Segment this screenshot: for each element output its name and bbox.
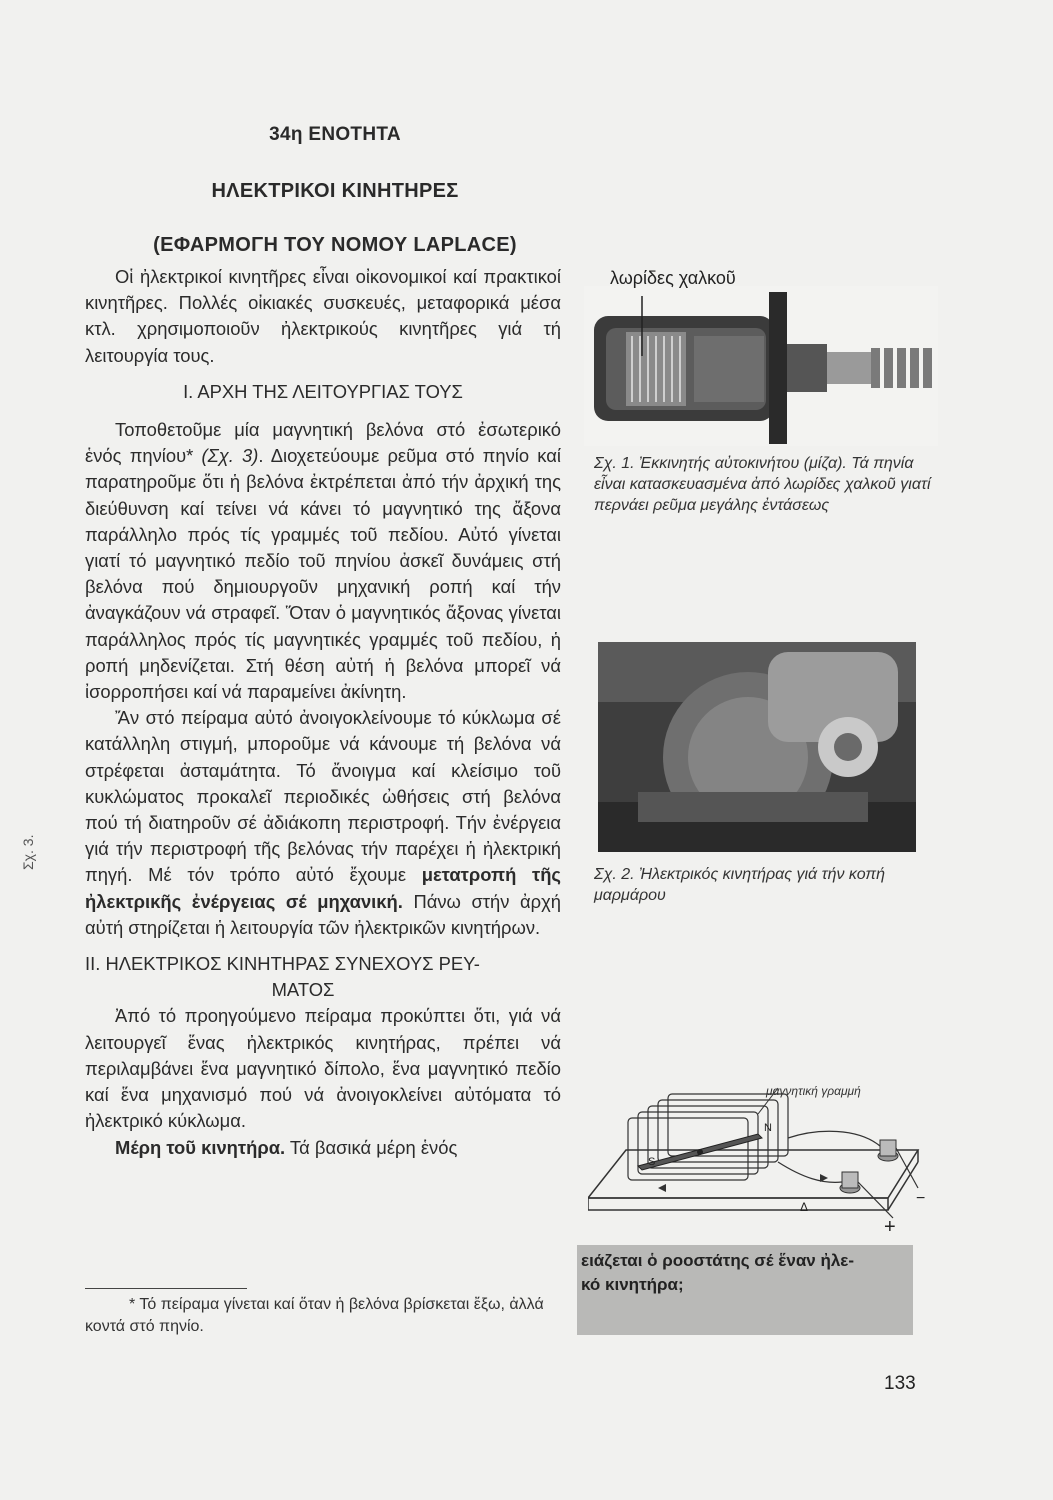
section1-paragraph2: Ἄν στό πείραμα αὐτό ἀνοιγοκλείνουμε τό κύκλωμα σέ κατάλληλη στιγμή, μποροῦμε νά κάνουμε τή βελόνα νά στρέφεται ἀσταμάτητα. Τό ἄνοιγμα καί κλείσιμο τοῦ κυκλώματος προκαλεῖ περιοδικές ὠθήσεις στή βελόνα πού τή διατηροῦν σέ ἀδιάκοπη περιστροφή. Τήν ἐνέργεια γιά τήν περιστροφή τῆς βελόνας τήν παρέχει ἡ ἠλεκτρική πηγή. Μέ τόν τρόπο αὐτό ἔχουμε μετατροπή τῆς ἠλεκτρικῆς ἐνέργειας σέ μηχανική. Πάνω στήν ἀρχή αὐτή στηρίζεται ἡ λειτουργία τῶν ἠλεκτρικῶν κινητήρων.: [85, 707, 561, 938]
fig1-photo: [584, 286, 938, 446]
coil-needle-diagram: [588, 1078, 928, 1238]
question-box: [577, 1245, 913, 1335]
starter-motor-illustration: [584, 286, 938, 446]
section1-paragraph1: Τοποθετοῦμε μία μαγνητική βελόνα στό ἐσωτερικό ἑνός πηνίου* (Σχ. 3). Διοχετεύουμε ρεῦμα στό πηνίο καί παρατηροῦμε ὅτι ἡ βελόνα ἐκτρέπεται ἀπό τήν ἀρχική της διεύθυνση καί τείνει νά κάνει τό μαγνητικό της ἄξονα παράλληλο πρός τίς γραμμές τοῦ πεδίου. Αὐτό γίνεται γιατί τό μαγνητικό πεδίο τοῦ πηνίου ἀσκεῖ δυνάμεις στή βελόνα πού δημιουργοῦν μηχανική ροπή καί τήν ἀναγκάζουν νά στραφεῖ. Ὅταν ὁ μαγνητικός ἄξονας γίνεται παράλληλος πρός τίς μαγνητικές γραμμές τοῦ πεδίου, ἡ ροπή μηδενίζεται. Στή θέση αὐτή ἡ βελόνα μπορεῖ νά ἰσορροπήσει καί νά παραμείνει ἀκίνητη.: [85, 419, 561, 703]
footnote: * Τό πείραμα γίνεται καί ὅταν ἡ βελόνα βρίσκεται ἔξω, ἀλλά κοντά στό πηνίο.: [85, 1296, 544, 1335]
fig3-diagram: [588, 1078, 928, 1238]
intro-paragraph: Οἱ ἠλεκτρικοί κινητῆρες εἶναι οἰκονομικοί καί πρακτικοί κινητῆρες. Πολλές οἰκιακές συσκευές, μεταφορικά μέσα κτλ. χρησιμοποιοῦν ἠλεκτρικούς κινητῆρες γιά τή λειτουργία τους.: [85, 266, 561, 366]
marble-cutting-machine-illustration: [598, 642, 916, 852]
section1-heading: Ι. ΑΡΧΗ ΤΗΣ ΛΕΙΤΟΥΡΓΙΑΣ ΤΟΥΣ: [183, 380, 463, 402]
main-text-column: [85, 264, 561, 1161]
unit-heading: 34η ΕΝΟΤΗΤΑ: [269, 124, 401, 145]
question-line2: κό κινητήρα;: [581, 1275, 684, 1294]
fig3-minus: −: [916, 1190, 926, 1207]
section2-paragraph2: Μέρη τοῦ κινητήρα. Τά βασικά μέρη ἑνός: [115, 1136, 458, 1158]
question-line1: ειάζεται ὁ ροοστάτης σέ ἕναν ἠλε-: [581, 1251, 855, 1270]
fig3-label-delta: Δ: [800, 1200, 809, 1214]
side-figure-mark: Σχ. 3.: [20, 834, 36, 870]
fig1-caption: Σχ. 1. Ἐκκινητής αὐτοκινήτου (μίζα). Τά πηνία εἶναι κατασκευασμένα ἀπό λωρίδες χαλκοῦ γιατί περνάει ρεῦμα μεγάλης ἐντάσεως: [594, 455, 931, 514]
fig1-label: λωρίδες χαλκοῦ: [610, 268, 736, 288]
fig3-plus: +: [884, 1216, 896, 1238]
fig2-photo: [598, 642, 916, 852]
page-number: 133: [884, 1373, 916, 1394]
page-subtitle: (ΕΦΑΡΜΟΓΗ ΤΟΥ ΝΟΜΟΥ LAPLACE): [153, 234, 517, 256]
section2-heading: ΙΙ. ΗΛΕΚΤΡΙΚΟΣ ΚΙΝΗΤΗΡΑΣ ΣΥΝΕΧΟΥΣ ΡΕΥ- ΜΑΤΟΣ: [85, 953, 480, 1001]
fig3-pole-n: N: [764, 1122, 772, 1134]
fig2-caption: Σχ. 2. Ἠλεκτρικός κινητήρας γιά τήν κοπή μαρμάρου: [594, 866, 885, 904]
page-title: ΗΛΕΚΤΡΙΚΟΙ ΚΙΝΗΤΗΡΕΣ: [211, 180, 459, 202]
fig3-pole-s: S: [648, 1156, 656, 1168]
section2-paragraph1: Ἀπό τό προηγούμενο πείραμα προκύπτει ὅτι, γιά νά λειτουργεῖ ἕνας ἠλεκτρικός κινητήρας, πρέπει νά περιλαμβάνει ἕνα μαγνητικό δίπολο, ἕνα μαγνητικό πεδίο καί ἕνα μηχανισμό πού νά ἀνοιγοκλείνει αὐτόματα τό ἠλεκτρικό κύκλωμα.: [85, 1005, 561, 1132]
fig3-label-line: μαγνητική γραμμή: [766, 1084, 861, 1098]
footnote-rule: [85, 1288, 247, 1289]
